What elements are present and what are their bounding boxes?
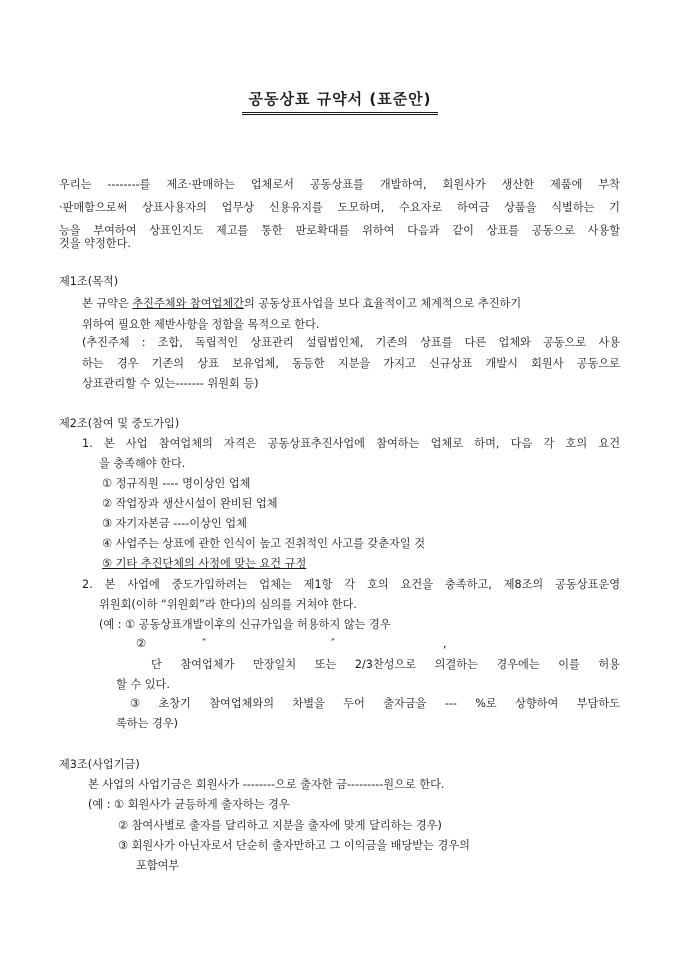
example-line: 록하는 경우)	[116, 717, 178, 730]
requirement-item: ⑤ 기타 추진단체의 사정에 맞는 요건 규정	[102, 557, 307, 570]
ditto-mark: ″	[202, 637, 207, 650]
article-1-text: 위하여 필요한 제반사항을 정함을 목적으로 한다.	[82, 318, 320, 331]
article-2-clause: 위원회(이하 “위원회”라 한다)의 심의를 거쳐야 한다.	[99, 598, 357, 611]
comma-mark: ,	[443, 637, 447, 650]
article-3-heading: 제3조(사업기금)	[59, 758, 140, 771]
underlined-phrase: 추진주체와 참여업체간	[132, 297, 244, 310]
requirement-item: ③ 자기자본금 ----이상인 업체	[102, 517, 247, 530]
example-line: 할 수 있다.	[116, 678, 170, 691]
article-1-text: 본 규약은 추진주체와 참여업체간의 공동상표사업을 보다 효율적이고 체계적으로 추진하기	[82, 297, 522, 310]
page-title: 공동상표 규약서 (표준안)	[242, 88, 437, 115]
example-line: ③ 회원사가 아닌자로서 단순히 출자만하고 그 이익금을 배당받는 경우의	[118, 839, 470, 852]
article-1-note: 하는 경우 기존의 상표 보유업체, 동등한 지분을 가지고 신규상표 개발시 회원사 공동으로	[82, 357, 620, 370]
requirement-item: ② 작업장과 생산시설이 완비된 업체	[102, 497, 278, 510]
example-line: 단 참여업체가 만장일치 또는 2/3찬성으로 의결하는 경우에는 이를 허용	[151, 658, 620, 671]
article-2-clause: 2. 본 사업에 중도가입하려는 업체는 제1항 각 호의 요건을 충족하고, 제8조의 공동상표운영	[82, 578, 621, 591]
intro-line: 우리는 --------를 제조·판매하는 업체로서 공동상표를 개발하여, 회원사가 생산한 제품에 부착	[59, 178, 620, 191]
intro-line: ·판매함으로써 상표사용자의 업무상 신용유지를 도모하며, 수요자로 하여금 상품을 식별하는 기	[59, 201, 620, 214]
article-2-clause: 을 충족해야 한다.	[99, 457, 186, 470]
article-1-note: (추진주체 : 조합, 독립적인 상표관리 설립법인체, 기존의 상표를 다른 업체와 공동으로 사용	[82, 336, 621, 349]
example-line: 포함여부	[136, 859, 180, 872]
article-2-clause: 1. 본 사업 참여업체의 자격은 공동상표추진사업에 참여하는 업체로 하며, 다음 각 호의 요건	[82, 437, 621, 450]
intro-line: 것을 약정한다.	[59, 237, 131, 250]
example-line: ② 참여사별로 출자를 달리하고 지분을 출자에 맞게 달리하는 경우)	[118, 819, 442, 832]
article-1-note: 상표관리할 수 있는------- 위원회 등)	[82, 377, 259, 390]
requirement-item: ④ 사업주는 상표에 관한 인식이 높고 진취적인 사고를 갖춘자일 것	[102, 537, 426, 550]
example-number: ②	[136, 637, 147, 650]
example-line: ③ 초창기 참여업체와의 차별을 두어 출자금을 --- %로 상향하여 부담하도	[130, 697, 620, 710]
example-line: (예 : ① 회원사가 균등하게 출자하는 경우	[88, 798, 290, 811]
title-block	[0, 88, 680, 115]
article-2-heading: 제2조(참여 및 중도가입)	[59, 417, 180, 430]
ditto-mark: ″	[331, 637, 336, 650]
article-1-heading: 제1조(목적)	[59, 275, 119, 288]
requirement-item: ① 정규직원 ---- 명이상인 업체	[102, 477, 251, 490]
example-line: (예 : ① 공동상표개발이후의 신규가입을 허용하지 않는 경우	[99, 618, 391, 631]
intro-line: 능을 부여하여 상표인지도 제고를 통한 판로확대를 위하여 다음과 같이 상표를 공동으로 사용할	[59, 224, 621, 237]
article-3-text: 본 사업의 사업기금은 회원사가 --------으로 출자한 금---------원으로 한다.	[88, 778, 445, 791]
